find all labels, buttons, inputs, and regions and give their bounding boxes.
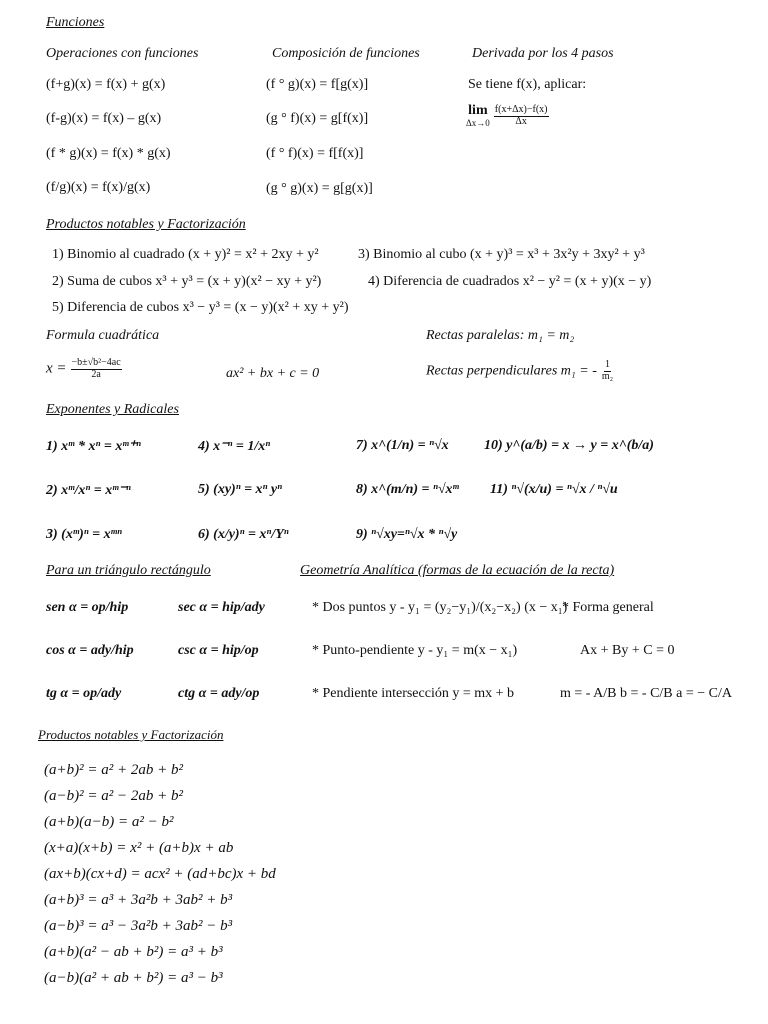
prod2-item-4: (x+a)(x+b) = x² + (a+b)x + ab — [44, 840, 234, 856]
rectas-perpendiculares — [426, 360, 614, 382]
cuadratica-den: 2a — [91, 368, 101, 380]
prod2-item-6: (a+b)³ = a³ + 3a²b + 3ab² + b³ — [44, 892, 233, 908]
productos1-title: Productos notables y Factorización — [46, 217, 246, 232]
exp-item-8: 8) x^(m/n) = ⁿ√xᵐ — [356, 482, 459, 497]
geo-pendiente-int: * Pendiente intersección y = mx + b — [312, 686, 515, 701]
prod2-item-3: (a+b)(a−b) = a² − b² — [44, 814, 174, 830]
exp-item-1: 1) xᵐ * xⁿ = xᵐ⁺ⁿ — [46, 439, 141, 454]
exp-item-9: 9) ⁿ√xy=ⁿ√x * ⁿ√y — [356, 527, 458, 542]
deriv-num: f(x+Δx)−f(x) — [494, 104, 548, 115]
trig-ctg: ctg α = ady/op — [178, 686, 260, 701]
exp-item-2: 2) xᵐ/xⁿ = xᵐ⁻ⁿ — [46, 483, 131, 498]
geo-coef: m = - A/B b = - C/B a = − C/A — [560, 686, 732, 701]
perp-label: Rectas perpendiculares m₁ = - — [426, 363, 597, 379]
prod2-item-1: (a+b)² = a² + 2ab + b² — [44, 762, 183, 778]
prod1-item-5: 5) Diferencia de cubos x³ − y³ = (x − y)(x² + xy + y²) — [52, 300, 349, 315]
comp-ff: (f ° f)(x) = f[f(x)] — [266, 146, 364, 161]
exp-item-5: 5) (xy)ⁿ = xⁿ yⁿ — [198, 482, 282, 497]
prod2-item-8: (a+b)(a² − ab + b²) = a³ + b³ — [44, 944, 223, 960]
exp-item-6: 6) (x/y)ⁿ = xⁿ/Yⁿ — [198, 527, 289, 542]
prod2-item-9: (a−b)(a² + ab + b²) = a³ − b³ — [44, 970, 223, 986]
exp-item-10: 10) y^(a/b) = x → y = x^(b/a) — [484, 438, 654, 453]
op-resta: (f-g)(x) = f(x) – g(x) — [46, 111, 162, 126]
prod1-item-1: 1) Binomio al cuadrado (x + y)² = x² + 2xy + y² — [52, 247, 319, 262]
trig-sen: sen α = op/hip — [46, 600, 129, 615]
trig-cos: cos α = ady/hip — [46, 643, 134, 658]
trig-tg: tg α = op/ady — [46, 686, 122, 701]
trig-sec: sec α = hip/ady — [178, 600, 265, 615]
geo-forma-general: * Forma general — [562, 600, 654, 615]
op-producto: (f * g)(x) = f(x) * g(x) — [46, 146, 171, 161]
op-cociente: (f/g)(x) = f(x)/g(x) — [46, 180, 151, 195]
perp-frac — [601, 360, 614, 382]
rectas-paralelas: Rectas paralelas: m₁ = m₂ — [426, 328, 575, 343]
col-head-derivada: Derivada por los 4 pasos — [472, 46, 614, 61]
funciones-title: Funciones — [46, 15, 105, 30]
cuadratica-formula — [46, 358, 122, 380]
prod2-item-7: (a−b)³ = a³ − 3a²b + 3ab² − b³ — [44, 918, 233, 934]
geometria-title: Geometría Analítica (formas de la ecuación de la recta) — [300, 563, 615, 578]
prod1-item-4: 4) Diferencia de cuadrados x² − y² = (x + y)(x − y) — [368, 274, 652, 289]
col-head-operaciones: Operaciones con funciones — [46, 46, 199, 61]
triangulo-title: Para un triángulo rectángulo — [46, 563, 211, 578]
exponentes-title: Exponentes y Radicales — [46, 402, 179, 417]
productos2-title: Productos notables y Factorización — [38, 727, 224, 742]
geo-general-eq: Ax + By + C = 0 — [580, 643, 675, 658]
cuadratica-title: Formula cuadrática — [46, 328, 160, 343]
prod2-item-5: (ax+b)(cx+d) = acx² + (ad+bc)x + bd — [44, 866, 276, 882]
geo-punto-pendiente: * Punto-pendiente y - y₁ = m(x − x₁) — [312, 643, 518, 658]
perp-num: 1 — [605, 359, 610, 370]
exp-item-4: 4) x⁻ⁿ = 1/xⁿ — [198, 439, 271, 454]
exp-item-3: 3) (xᵐ)ⁿ = xᵐⁿ — [46, 527, 122, 542]
exp-item-11: 11) ⁿ√(x/u) = ⁿ√x / ⁿ√u — [490, 482, 618, 497]
prod2-item-2: (a−b)² = a² − 2ab + b² — [44, 788, 183, 804]
comp-fg: (f ° g)(x) = f[g(x)] — [266, 77, 369, 92]
deriv-lim: lim — [468, 103, 488, 118]
cuadratica-frac — [71, 358, 122, 380]
cuadratica-num: −b±√b²−4ac — [71, 357, 121, 368]
perp-den: m₂ — [601, 370, 614, 382]
prod1-item-2: 2) Suma de cubos x³ + y³ = (x + y)(x² − xy + y²) — [52, 274, 322, 289]
deriv-limit — [466, 104, 549, 128]
deriv-frac — [494, 105, 549, 127]
trig-csc: csc α = hip/op — [178, 643, 259, 658]
deriv-sub: Δx→0 — [466, 118, 490, 128]
cuadratica-lhs: x = — [46, 360, 67, 377]
deriv-intro: Se tiene f(x), aplicar: — [468, 77, 587, 92]
comp-gf: (g ° f)(x) = g[f(x)] — [266, 111, 369, 126]
geo-dos-puntos: * Dos puntos y - y₁ = (y₂−y₁)/(x₂−x₂) (x − x₁) — [312, 600, 568, 615]
col-head-composicion: Composición de funciones — [272, 46, 420, 61]
prod1-item-3: 3) Binomio al cubo (x + y)³ = x³ + 3x²y + 3xy² + y³ — [358, 247, 645, 262]
exp-item-7: 7) x^(1/n) = ⁿ√x — [356, 438, 449, 453]
comp-gg: (g ° g)(x) = g[g(x)] — [266, 181, 373, 196]
cuadratica-eq: ax² + bx + c = 0 — [226, 366, 320, 381]
op-suma: (f+g)(x) = f(x) + g(x) — [46, 77, 166, 92]
deriv-den: Δx — [515, 115, 527, 127]
